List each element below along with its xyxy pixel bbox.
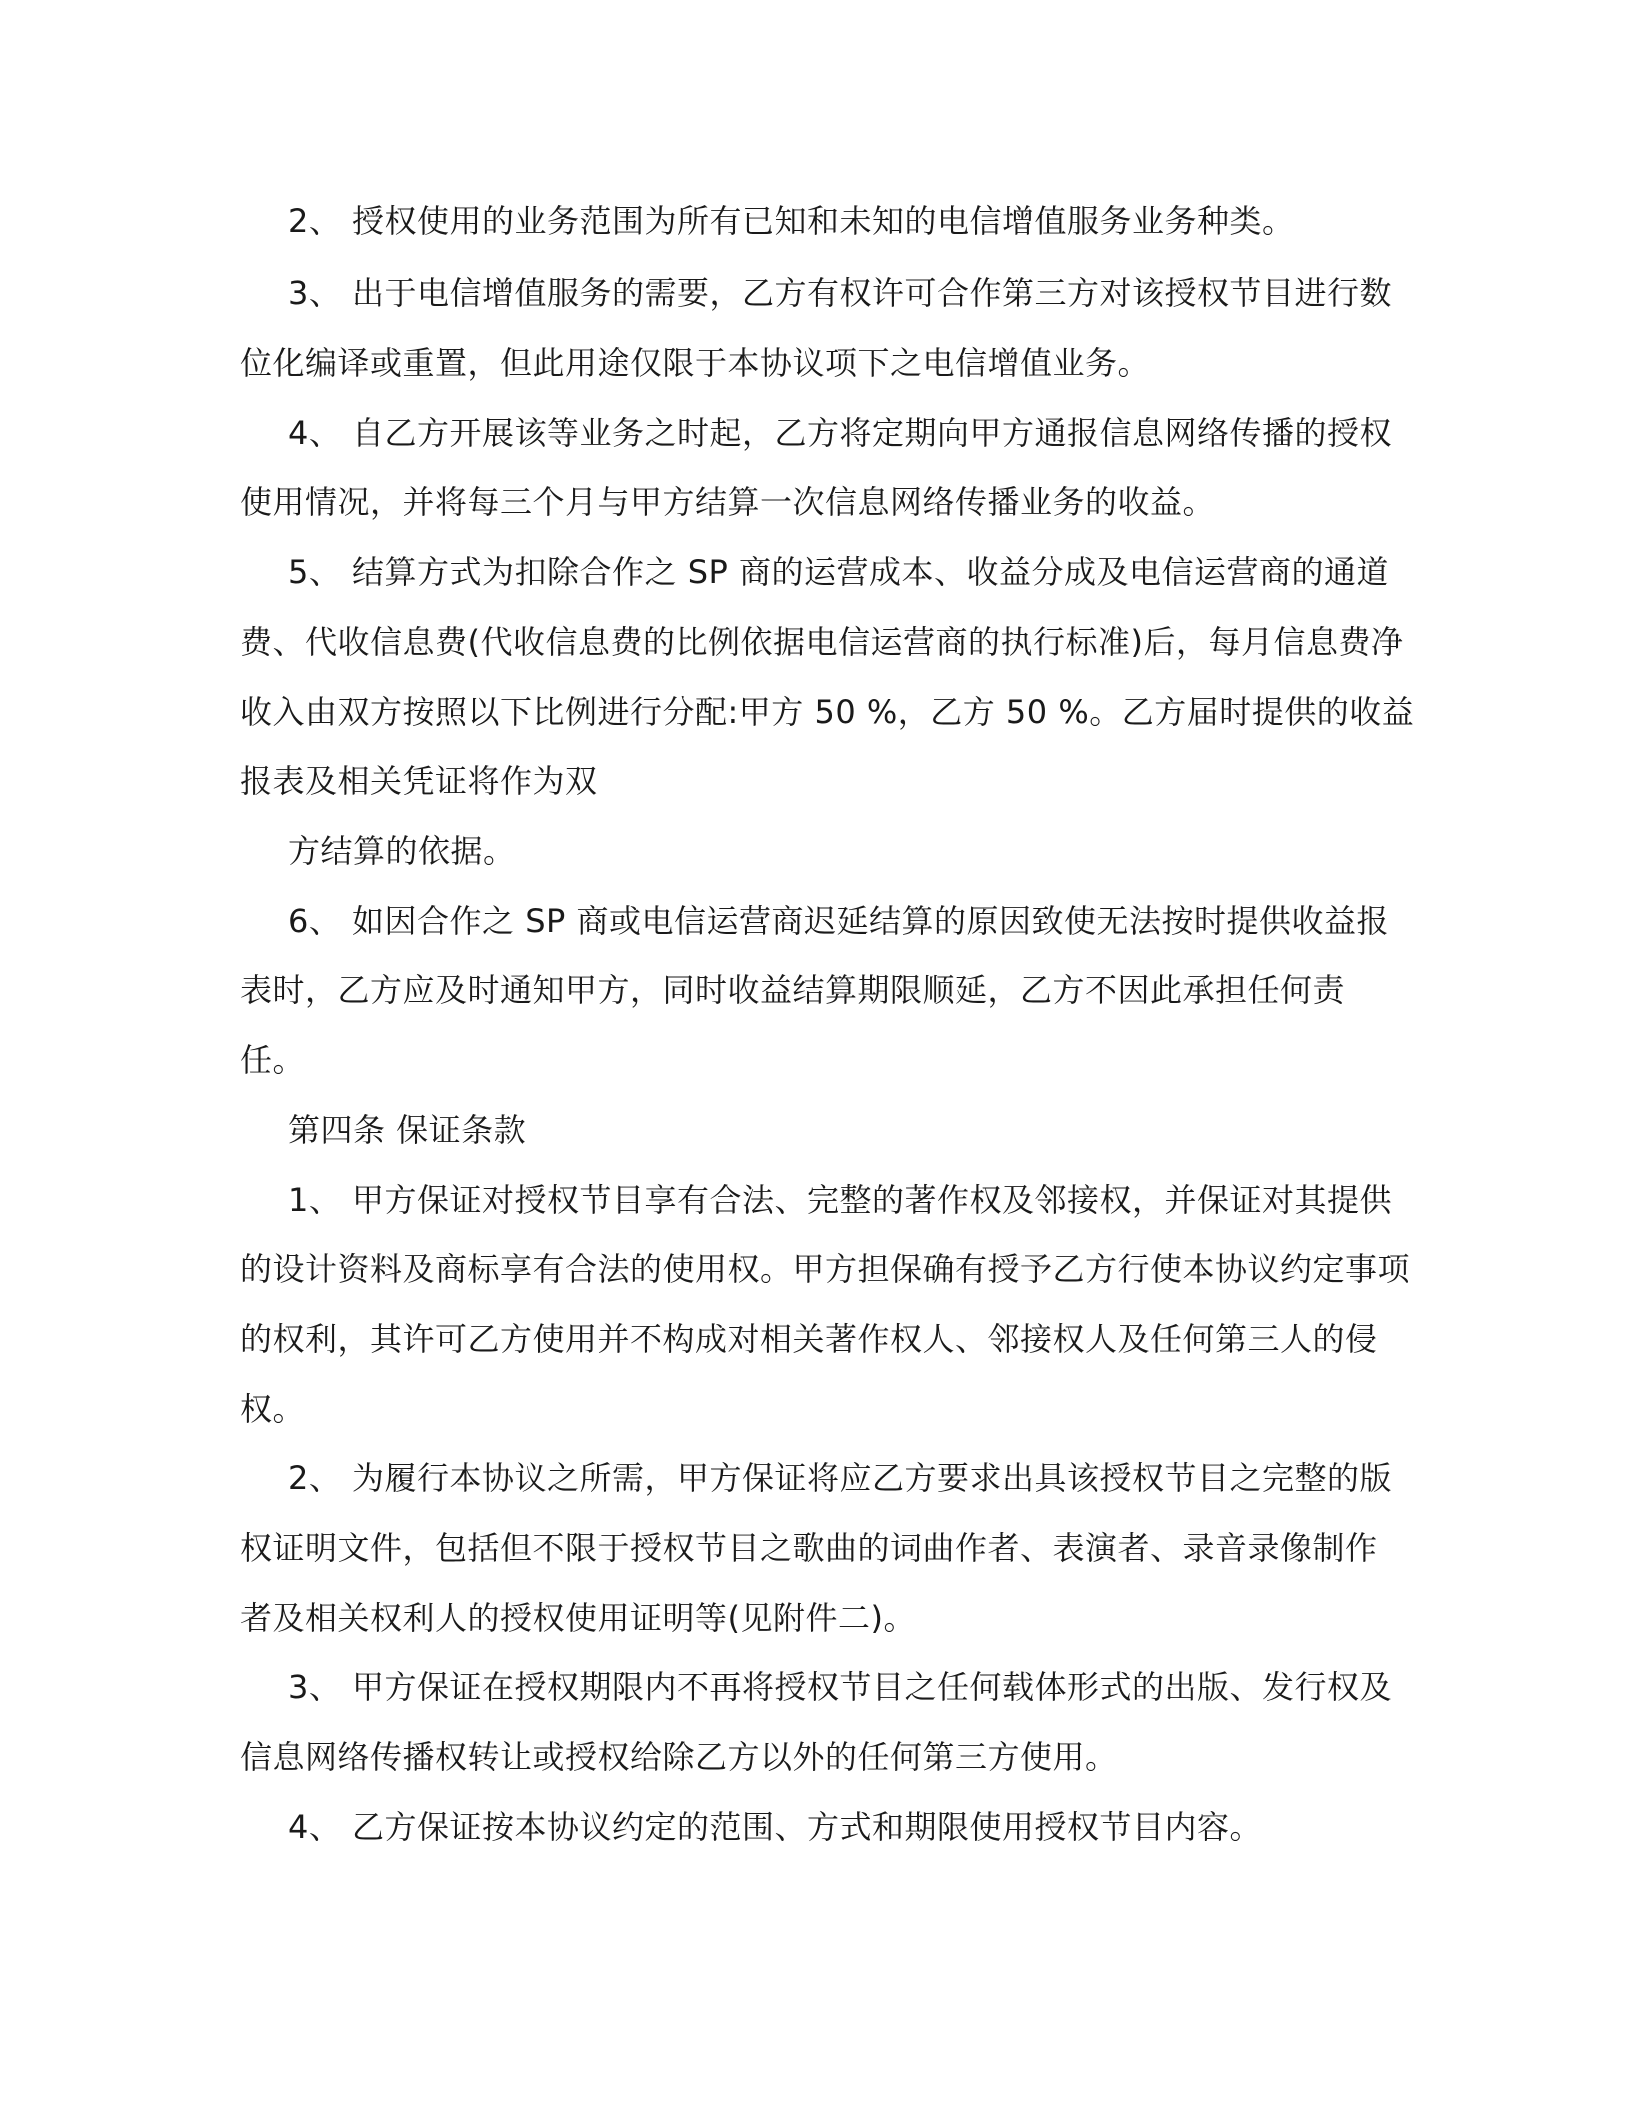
clause-3-5-line-1: 5、 结算方式为扣除合作之 SP 商的运营成本、收益分成及电信运营商的通道 — [288, 553, 1389, 591]
clause-3-2-line-1: 2、 授权使用的业务范围为所有已知和未知的电信增值服务业务种类。 — [288, 202, 1295, 240]
clause-3-6-line-1: 6、 如因合作之 SP 商或电信运营商迟延结算的原因致使无法按时提供收益报 — [288, 902, 1389, 940]
clause-4-3-line-2: 信息网络传播权转让或授权给除乙方以外的任何第三方使用。 — [240, 1738, 1118, 1776]
clause-3-5-line-3: 收入由双方按照以下比例进行分配:甲方 50 %，乙方 50 %。乙方届时提供的收益 — [240, 693, 1415, 731]
clause-4-4-line-1: 4、 乙方保证按本协议约定的范围、方式和期限使用授权节目内容。 — [288, 1808, 1263, 1846]
clause-3-5-line-5: 方结算的依据。 — [288, 832, 516, 870]
clause-3-4-line-2: 使用情况，并将每三个月与甲方结算一次信息网络传播业务的收益。 — [240, 483, 1216, 521]
clause-4-1-line-4: 权。 — [240, 1390, 306, 1428]
clause-3-6-line-3: 任。 — [240, 1041, 306, 1079]
clause-4-2-line-2: 权证明文件，包括但不限于授权节目之歌曲的词曲作者、表演者、录音录像制作 — [240, 1529, 1378, 1567]
clause-4-1-line-2: 的设计资料及商标享有合法的使用权。甲方担保确有授予乙方行使本协议约定事项 — [240, 1250, 1411, 1288]
clause-4-2-line-3: 者及相关权利人的授权使用证明等(见附件二)。 — [240, 1599, 916, 1637]
clause-4-1-line-1: 1、 甲方保证对授权节目享有合法、完整的著作权及邻接权，并保证对其提供 — [288, 1181, 1393, 1219]
clause-3-3-line-1: 3、 出于电信增值服务的需要，乙方有权许可合作第三方对该授权节目进行数 — [288, 274, 1393, 312]
clause-4-1-line-3: 的权利，其许可乙方使用并不构成对相关著作权人、邻接权人及任何第三人的侵 — [240, 1320, 1378, 1358]
article-4-heading: 第四条 保证条款 — [288, 1111, 527, 1149]
clause-3-3-line-2: 位化编译或重置，但此用途仅限于本协议项下之电信增值业务。 — [240, 344, 1151, 382]
clause-3-4-line-1: 4、 自乙方开展该等业务之时起，乙方将定期向甲方通报信息网络传播的授权 — [288, 414, 1393, 452]
clause-3-5-line-2: 费、代收信息费(代收信息费的比例依据电信运营商的执行标准)后，每月信息费净 — [240, 623, 1404, 661]
clause-3-6-line-2: 表时，乙方应及时通知甲方，同时收益结算期限顺延，乙方不因此承担任何责 — [240, 971, 1346, 1009]
clause-3-5-line-4: 报表及相关凭证将作为双 — [240, 762, 598, 800]
clause-4-3-line-1: 3、 甲方保证在授权期限内不再将授权节目之任何载体形式的出版、发行权及 — [288, 1668, 1393, 1706]
clause-4-2-line-1: 2、 为履行本协议之所需，甲方保证将应乙方要求出具该授权节目之完整的版 — [288, 1459, 1393, 1497]
